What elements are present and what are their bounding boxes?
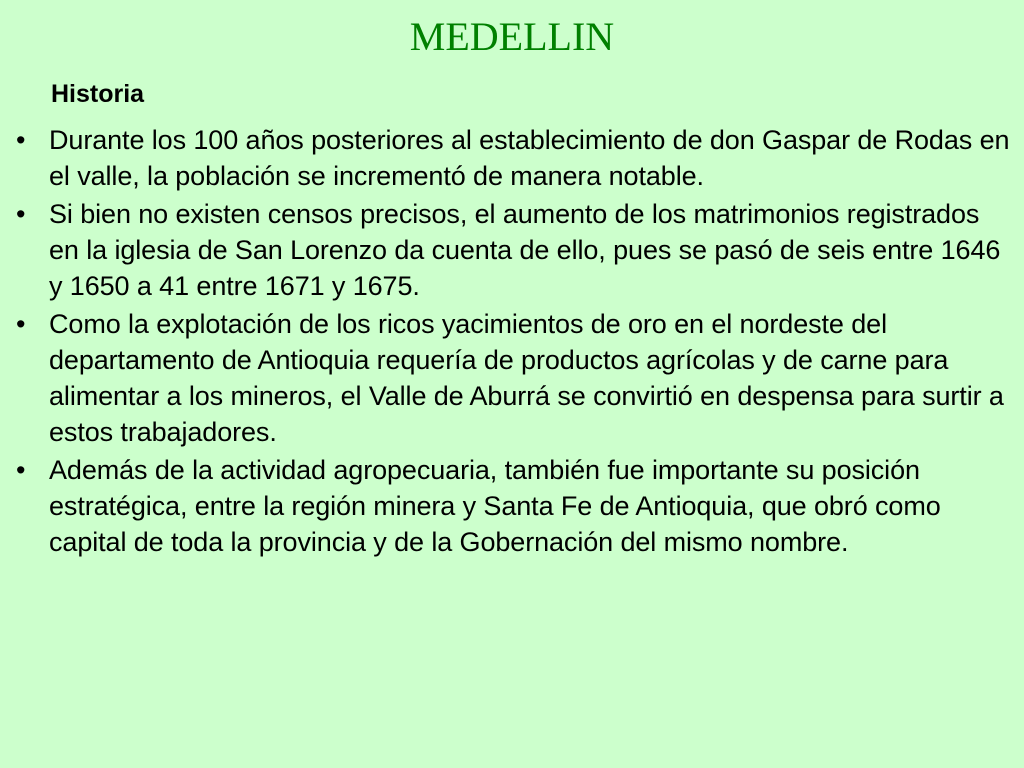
bullet-icon: • <box>16 125 26 155</box>
bullet-item <box>0 196 1024 304</box>
bullet-icon: • <box>16 455 26 485</box>
bullet-item <box>0 452 1024 560</box>
bullet-text: Además de la actividad agropecuaria, también fue importante su posición estratégica, entre la región minera y Santa Fe de Antioquia, que obró como capital de toda la provincia y de la Gobernación del mismo nombre. <box>49 455 941 557</box>
bullet-text: Si bien no existen censos precisos, el aumento de los matrimonios registrados en la iglesia de San Lorenzo da cuenta de ello, pues se pasó de seis entre 1646 y 1650 a 41 entre 1671 y 1675. <box>49 199 1001 301</box>
bullet-text: Como la explotación de los ricos yacimientos de oro en el nordeste del departamento de Antioquia requería de productos agrícolas y de carne para alimentar a los mineros, el Valle de Aburrá se convirtió en despensa para surtir a estos trabajadores. <box>49 309 1004 447</box>
bullet-icon: • <box>16 199 26 229</box>
section-heading: Historia <box>51 80 145 108</box>
bullet-list <box>0 122 1024 562</box>
slide-title: MEDELLIN <box>409 14 615 59</box>
bullet-item <box>0 306 1024 450</box>
bullet-text: Durante los 100 años posteriores al establecimiento de don Gaspar de Rodas en el valle, la población se incrementó de manera notable. <box>49 125 1010 191</box>
bullet-item <box>0 122 1024 194</box>
bullet-icon: • <box>16 309 26 339</box>
